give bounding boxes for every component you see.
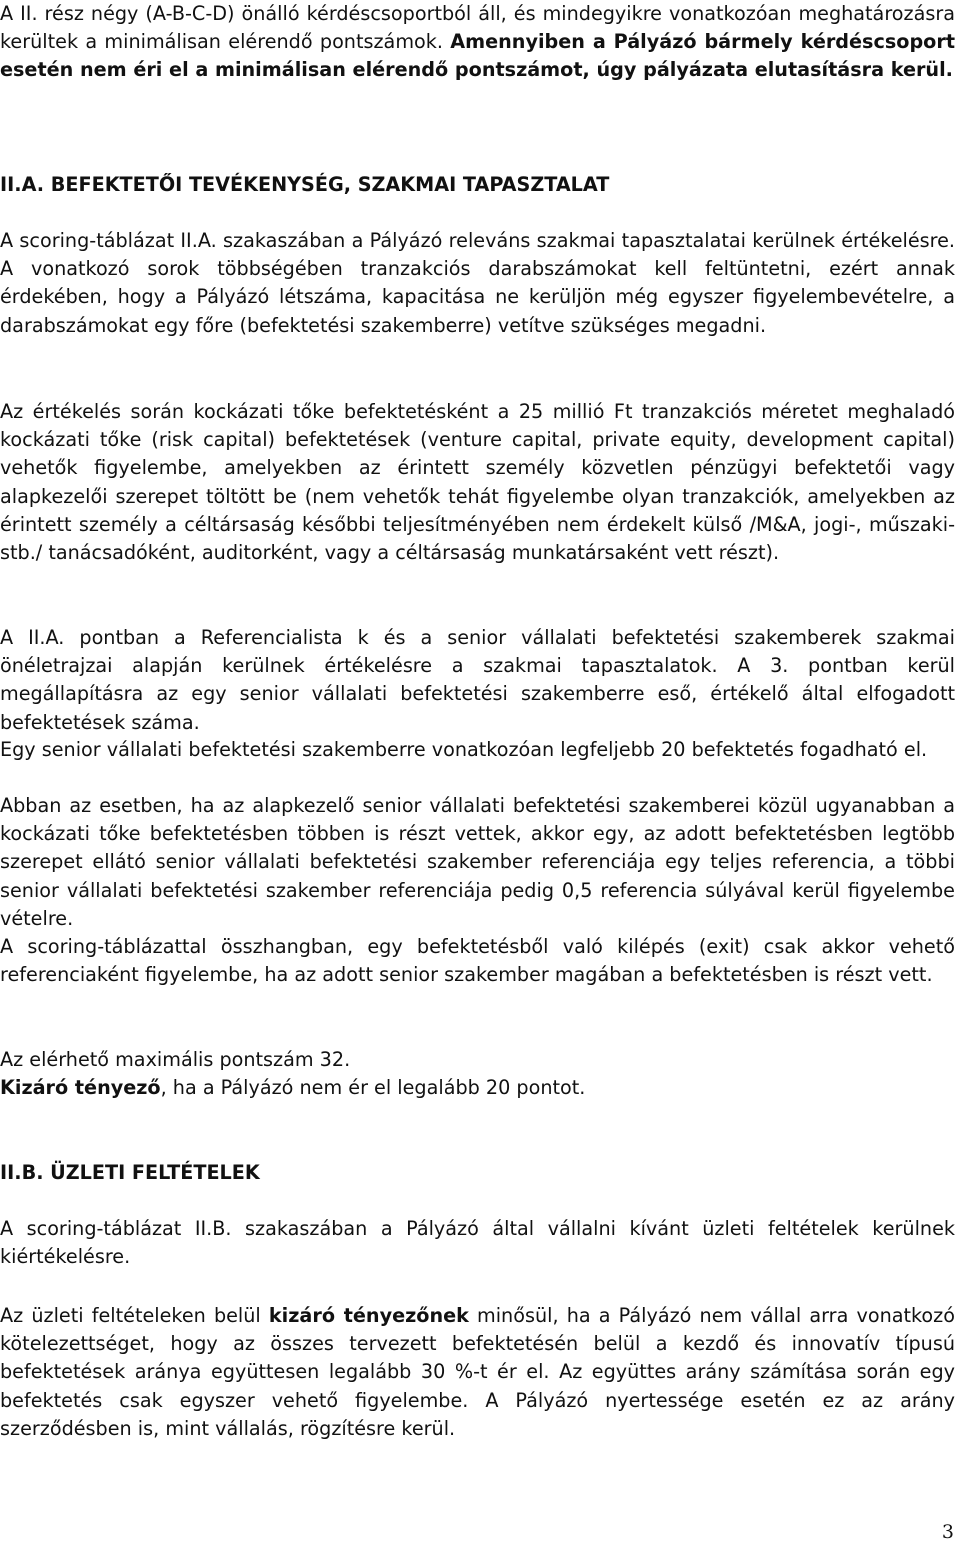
section-b-p2-rest: minősül, ha a Pályázó nem vállal arra vonatkozó kötelezettséget, hogy az összes tervezett befektetésén belül a kezdő és innovatív típusú befektetések aránya együttesen legalább 30 %-t ér el. Az együttes arány számítása során egy befektetés csak egyszer vehető figyelembe. A Pályázó nyertessége esetén ez az arány szerződésben is, mint vállalás, rögzítésre kerül.: [0, 1304, 955, 1440]
section-a-paragraph-3: A II.A. pontban a Referencialista k és a senior vállalati befektetési szakemberek szakmai önéletrajzai alapján kerülnek értékelésre a szakmai tapasztalatok. A 3. pontban kerül megállapításra az egy senior vállalati befektetési szakemberre eső, értékelő által elfogadott befektetések száma.: [0, 626, 955, 734]
section-a-paragraph-1: A scoring-táblázat II.A. szakaszában a Pályázó releváns szakmai tapasztalatai kerülnek értékelésre. A vonatkozó sorok többségében tranzakciós darabszámokat kell feltüntetni, ezért annak érdekében, hogy a Pályázó létszáma, kapacitása ne kerüljön még egyszer figyelembevételre, a darabszámokat egy főre (befektetési szakemberre) vetítve szükséges megadni.: [0, 229, 955, 337]
intro-paragraph: [0, 0, 955, 85]
intro-text: A II. rész négy (A-B-C-D) önálló kérdéscsoportból áll, és mindegyikre vonatkozóan meghatározásra kerültek a minimálisan elérendő pontszámok.: [0, 2, 955, 54]
section-a-heading: II.A. BEFEKTETŐI TEVÉKENYSÉG, SZAKMAI TAPASZTALAT: [0, 173, 610, 196]
section-b-heading: II.B. ÜZLETI FELTÉTELEK: [0, 1161, 260, 1184]
section-a-paragraph-6: A scoring-táblázattal összhangban, egy befektetésből való kilépés (exit) csak akkor vehető referenciaként figyelembe, ha az adott senior szakember magában a befektetésben is részt vett.: [0, 935, 955, 987]
exclusion-bold: Kizáró tényező: [0, 1076, 161, 1099]
intro-bold-text: Amennyiben a Pályázó bármely kérdéscsoport esetén nem éri el a minimálisan elérendő pontszámot, úgy pályázata elutasításra kerül.: [0, 30, 955, 82]
section-b-paragraph-2: [0, 1302, 955, 1443]
section-a-paragraph-4: Egy senior vállalati befektetési szakemberre vonatkozóan legfeljebb 20 befektetés fogadható el.: [0, 738, 928, 761]
section-b-p2-bold: kizáró tényezőnek: [268, 1304, 469, 1327]
exclusion-rest: , ha a Pályázó nem ér el legalább 20 pontot.: [160, 1076, 586, 1099]
section-a-paragraph-2: Az értékelés során kockázati tőke befektetésként a 25 millió Ft tranzakciós méretet meghaladó kockázati tőke (risk capital) befektetések (venture capital, private equity, development capital) vehetők figyelembe, amelyekben az érintett személy közvetlen pénzügyi befektetői vagy alapkezelői szerepet töltött be (nem vehetők tehát figyelembe olyan tranzakciók, amelyekben az érintett személy a céltársaság későbbi teljesítményében nem érdekelt külső /M&A, jogi-, műszaki-stb./ tanácsadóként, auditorként, vagy a céltársaság munkatársaként vett részt).: [0, 400, 955, 565]
section-b-p2-start: Az üzleti feltételeken belül: [0, 1304, 269, 1327]
section-b-paragraph-1: A scoring-táblázat II.B. szakaszában a Pályázó által vállalni kívánt üzleti feltételek kerülnek kiértékelésre.: [0, 1217, 955, 1269]
section-a-paragraph-5: Abban az esetben, ha az alapkezelő senior vállalati befektetési szakemberei közül ugyanabban a kockázati tőke befektetésben többen is részt vettek, akkor egy, az adott befektetésben legtöbb szerepet ellátó senior vállalati befektetési szakember referenciája egy teljes referencia, a többi senior vállalati befektetési szakember referenciája pedig 0,5 referencia súlyával kerül figyelembe vételre.: [0, 794, 955, 930]
exclusion-line: [0, 1074, 955, 1102]
max-points-line: Az elérhető maximális pontszám 32.: [0, 1048, 351, 1071]
page-number: 3: [941, 1521, 954, 1543]
